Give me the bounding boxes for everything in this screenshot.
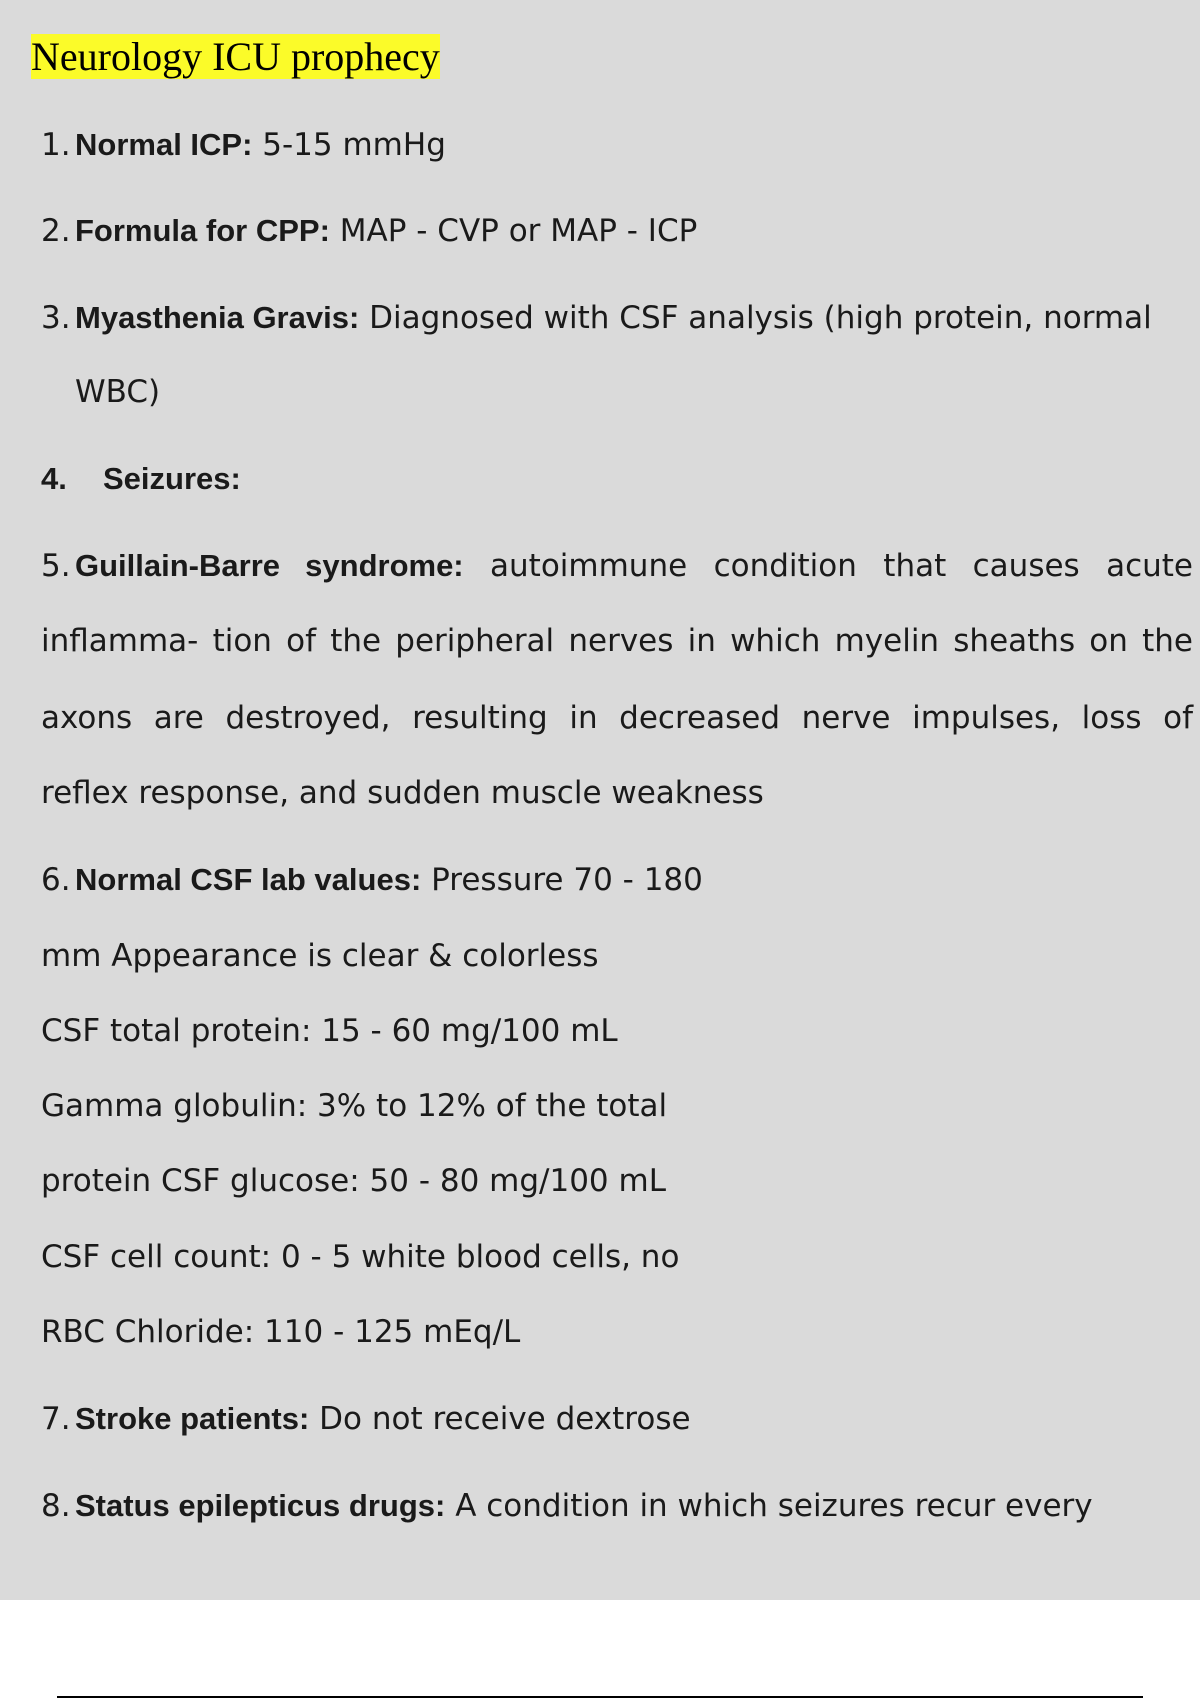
item-continuation: WBC) [75,374,161,410]
item-label: Normal ICP: [75,127,253,162]
item-continuation: inflamma- tion of the peripheral nerves in which myelin sheaths on the [41,623,1193,659]
item-text: Diagnosed with CSF analysis (high protein, normal [359,300,1152,336]
item-label: Seizures: [103,461,241,496]
item-label: Normal CSF lab values: [75,862,422,897]
list-item-6 [41,858,703,902]
list-item-8 [41,1484,1093,1528]
item-text: 5-15 mmHg [252,127,446,163]
list-item-3 [41,296,1152,340]
item-continuation: axons are destroyed, resulting in decreased nerve impulses, loss of [41,700,1193,736]
item-continuation: mm Appearance is clear & colorless [41,938,599,974]
item-number: 1. [41,127,71,163]
title-highlight: Neurology ICU prophecy [31,34,440,79]
item-continuation: CSF total protein: 15 - 60 mg/100 mL [41,1013,618,1049]
item-text: autoimmune condition that causes acute [463,548,1194,584]
document-title [28,33,443,81]
item-text: A condition in which seizures recur every [445,1488,1093,1524]
list-item-5 [41,544,1193,588]
list-item-7 [41,1397,691,1441]
list-item-1 [41,123,446,167]
item-number: 4. [41,461,67,496]
item-continuation: Gamma globulin: 3% to 12% of the total [41,1088,668,1124]
item-number: 7. [41,1401,71,1437]
item-text: MAP - CVP or MAP - ICP [329,213,698,249]
item-label: Guillain-Barre syndrome: [75,548,464,583]
item-number: 5. [41,548,71,584]
item-number: 8. [41,1488,71,1524]
item-continuation: RBC Chloride: 110 - 125 mEq/L [41,1314,521,1350]
item-text: Pressure 70 - 180 [421,862,703,898]
item-label: Myasthenia Gravis: [75,300,360,335]
item-continuation: CSF cell count: 0 - 5 white blood cells, no [41,1239,680,1275]
footer-rule [57,1696,1143,1698]
item-text: Do not receive dextrose [309,1401,691,1437]
list-item-4 [41,457,241,501]
item-continuation: protein CSF glucose: 50 - 80 mg/100 mL [41,1163,666,1199]
item-number: 3. [41,300,71,336]
item-continuation: reflex response, and sudden muscle weakness [41,775,764,811]
item-label: Formula for CPP: [75,213,330,248]
item-number: 2. [41,213,71,249]
item-label: Status epilepticus drugs: [75,1488,446,1523]
item-label: Stroke patients: [75,1401,310,1436]
item-number: 6. [41,862,71,898]
list-item-2 [41,209,697,253]
